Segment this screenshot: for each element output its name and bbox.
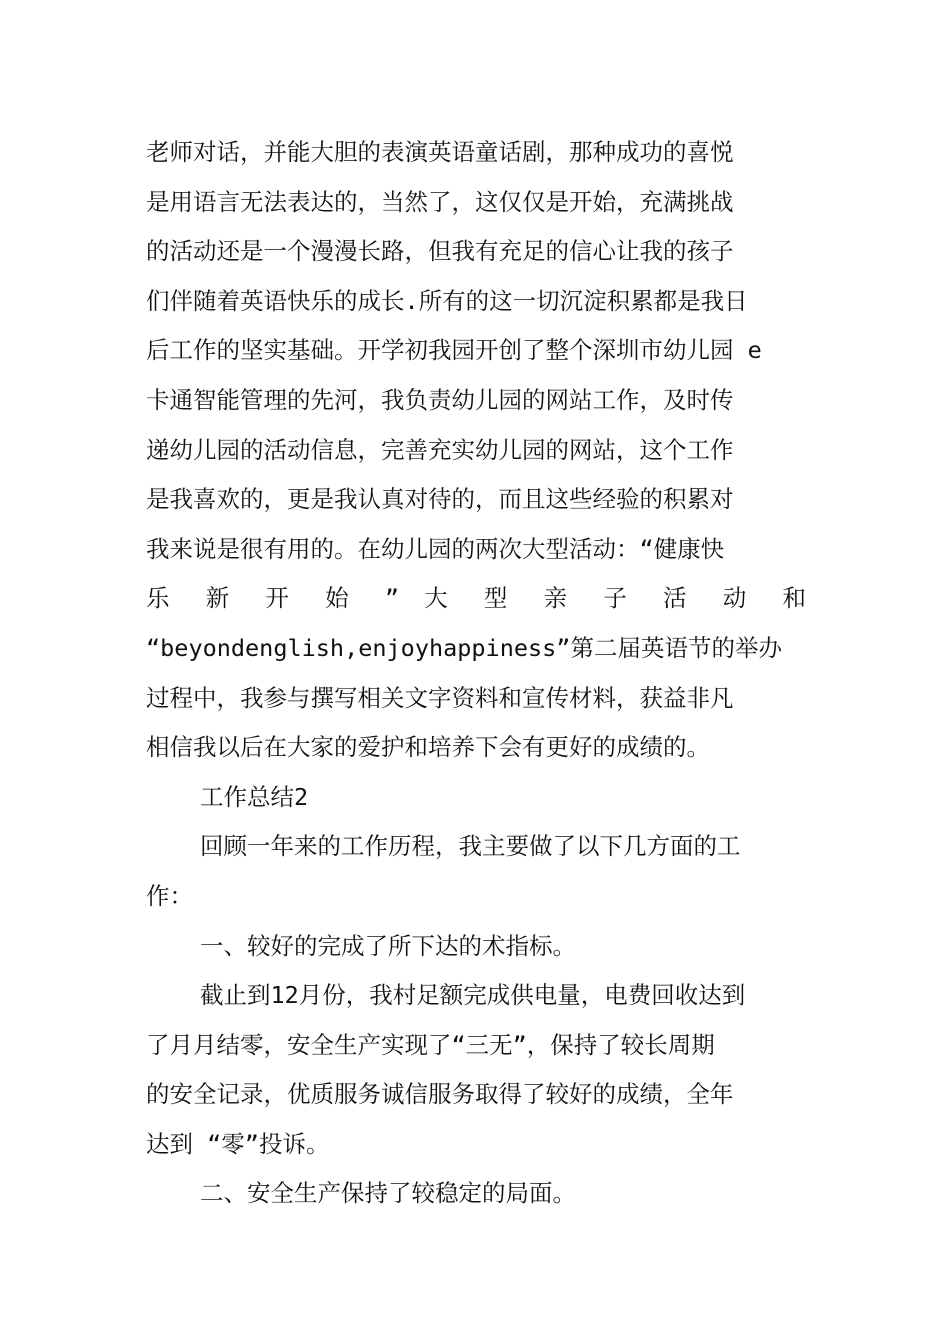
text-line: 截止到12月份，我村足额完成供电量，电费回收达到 [200, 981, 746, 1010]
text-line: “beyondenglish,enjoyhappiness”第二届英语节的举办 [146, 633, 782, 662]
text-line: 卡通智能管理的先河，我负责幼儿园的网站工作，及时传 [146, 385, 734, 414]
text-line: 过程中，我参与撰写相关文字资料和宣传材料，获益非凡 [146, 683, 734, 712]
text-line: 老师对话，并能大胆的表演英语童话剧，那种成功的喜悦 [146, 138, 734, 166]
text-line-justified: 乐 新 开 始 ” 大 型 亲 子 活 动 和 [146, 584, 806, 613]
text-line: 们伴随着英语快乐的成长.所有的这一切沉淀积累都是我日 [146, 286, 748, 315]
text-line: 的安全记录，优质服务诚信服务取得了较好的成绩，全年 [146, 1080, 734, 1109]
text-line: 相信我以后在大家的爱护和培养下会有更好的成绩的。 [146, 733, 710, 762]
text-line: 了月月结零，安全生产实现了“三无”，保持了较长周期 [146, 1030, 715, 1059]
text-line: 达到 “零”投诉。 [146, 1129, 330, 1158]
text-line: 二、安全生产保持了较稳定的局面。 [200, 1179, 576, 1208]
text-line: 我来说是很有用的。在幼儿园的两次大型活动：“健康快 [146, 534, 725, 563]
text-line: 是用语言无法表达的，当然了，这仅仅是开始，充满挑战 [146, 187, 734, 216]
text-line: 后工作的坚实基础。开学初我园开创了整个深圳市幼儿园 e [146, 336, 762, 365]
text-line: 递幼儿园的活动信息，完善充实幼儿园的网站，这个工作 [146, 435, 734, 464]
document-body [146, 128, 806, 1219]
text-line: 的活动还是一个漫漫长路，但我有充足的信心让我的孩子 [146, 237, 734, 266]
section-heading: 工作总结2 [200, 782, 309, 811]
text-line: 一、较好的完成了所下达的术指标。 [200, 931, 576, 960]
text-line: 回顾一年来的工作历程，我主要做了以下几方面的工 [200, 832, 741, 861]
text-line: 是我喜欢的，更是我认真对待的，而且这些经验的积累对 [146, 485, 734, 514]
text-line: 作： [146, 881, 193, 910]
